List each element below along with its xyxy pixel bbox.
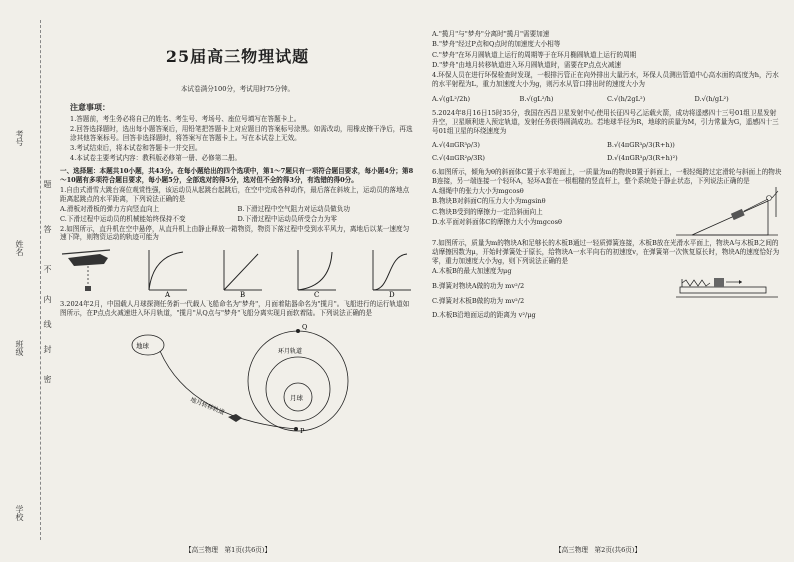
q4-option: B.√(gL²/h) [519, 94, 554, 103]
orbit-diagram [120, 319, 380, 437]
seal-char: 线 [43, 320, 52, 328]
seal-char: 封 [43, 345, 52, 353]
name-label: 姓名 [15, 240, 24, 256]
transfer-trajectory [160, 351, 296, 429]
q4-options-row [432, 95, 782, 104]
earth-label: 地球 [136, 342, 149, 351]
q6-option: B.物块B对斜面C的压力大小为mgsinθ [432, 197, 546, 206]
seal-char: 题 [43, 180, 52, 188]
point-q [296, 329, 300, 333]
q7-option: B.弹簧对物块A做的功为 mv²/2 [432, 281, 525, 290]
q7-block [432, 267, 782, 322]
exam-no-label: 考号 [15, 130, 24, 146]
option-label: C [314, 291, 320, 299]
q2-figures [60, 246, 415, 298]
q4-option: A.√(gL²/2h) [432, 94, 471, 103]
incline-diagram [672, 187, 782, 239]
notes-heading: 注意事项： [70, 102, 110, 113]
q3-option: D."梦舟"由地月转移轨道进入环月圆轨道时，需要在P点点火减速 [432, 60, 622, 69]
q6-options [432, 187, 672, 239]
q5-option: A.√(4πGR³ρ/3) [432, 140, 480, 149]
q1-option: B.下滑过程中空气阻力对运动员做负功 [237, 205, 350, 214]
option-label: B [239, 291, 245, 299]
question-4: 4.环保人员在进行环保检查时发现，一根排污管正在向外排出大量污水，环保人员测出管道中心高水面的高度为h，污水的水平射程为L，重力加速度大小为g，则污水从管口排出时的速度大小为 [432, 71, 779, 88]
q7-option: C.弹簧对木板B做的功为 mv²/2 [432, 296, 525, 305]
q5-option: D.√(4πGR³ρ/3(R+h)²) [607, 154, 678, 163]
trajectory-option-d [367, 246, 415, 298]
q5-options-row [432, 154, 782, 163]
q5-options-row [432, 141, 782, 150]
q1-option: A.滑板对滑板的弹力方向竖直向上 [60, 205, 160, 214]
seal-char: 答 [43, 225, 52, 233]
point-p [294, 427, 298, 431]
seal-char: 不 [43, 265, 52, 273]
left-column [60, 10, 415, 440]
q7-option: A.木板B的最大加速度为μg [432, 267, 512, 276]
option-label: A [164, 291, 170, 299]
question-7: 7.如图所示，质量为m的物块A和足够长的木板B通过一轻质弹簧连接，木板B放在光滑水平面上，物块A与木板B之间的动摩擦因数为μ，开始时弹簧处于原长，给物块A一水平向右的初速度v，在弹簧第一次恢复原长时，物块A的速度恰好为零，重力加速度大小为g，则下列说法正确的是 [432, 239, 780, 265]
q6-option: C.物块B受到的摩擦力一定沿斜面向上 [432, 207, 543, 216]
page-footer-right: 【高三物理 第2页(共6页)】 [555, 546, 642, 554]
spacecraft-icon [228, 414, 242, 422]
binding-margin [0, 0, 58, 562]
question-6: 6.如图所示，倾角为θ的斜面体C置于水平地面上，一质量为m的物块B置于斜面上，一根轻绳跨过定滑轮与斜面上的物块B连接，另一端连接一个轻环A，轻环A套在一根粗糙的竖直杆上，整个系统处于静止状态，下列说法正确的是 [432, 168, 782, 185]
elliptic-orbit [248, 331, 348, 431]
question-1: 1.自由式滑雪大跳台赛位观赏性强，该运动员从起跳台起跳后，在空中完成各种动作，最后落在斜坡上，运动员的落地点距离起跳点的水平距离，下列说法正确的是 [60, 186, 410, 203]
seal-line [40, 20, 41, 540]
q3-option: B."梦舟"经过P点和Q点时的加速度大小相等 [432, 40, 561, 49]
q4-option: C.√(h/2gL²) [607, 94, 646, 103]
trajectory-option-b [218, 246, 266, 298]
question-5: 5.2024年8月16日15时35分，我国在西昌卫星发射中心使用长征四号乙运载火箭，成功将遥感四十三号01组卫星发射升空，卫星顺利进入预定轨道，发射任务获得圆满成功。若地球半径为R，地球的质量为M，引力常量为G，遥感四十三号01组卫星的环绕速度为 [432, 109, 779, 135]
q4-option: D.√(h/gL²) [694, 94, 729, 103]
q6-option: A.细绳中的张力大小为mgcosθ [432, 187, 524, 196]
q6-option: D.水平面对斜面体C的摩擦力大小为mgcosθ [432, 218, 562, 227]
note-item: 3.考试结束后，将本试卷和答题卡一并交回。 [70, 143, 202, 152]
trajectory-option-c [292, 246, 340, 298]
p-label: P [300, 427, 305, 436]
class-label: 班级 [15, 340, 24, 356]
note-item: 4.本试卷主要考试内容：教科版必修第一册、必修第二册。 [70, 154, 242, 163]
q3-option: C."梦舟"在环月圆轨道上运行的周期等于在环月椭圆轨道上运行的周期 [432, 50, 637, 59]
option-label: D [389, 291, 395, 299]
question-3: 3.2024年2月，中国载人月球探测任务新一代载人飞船命名为"梦舟"，月面着陆器命名为"揽月"。飞船进行的运行轨道如图所示，在P点点火减速进入环月轨道，"揽月"从Q点与"梦舟"飞船分离实现月面软着陆。下列说法正确的是 [60, 300, 410, 317]
q7-options [432, 267, 672, 322]
q6-block [432, 187, 782, 239]
q1-options-row [60, 215, 415, 224]
seal-char: 密 [43, 375, 52, 383]
q1-options-row [60, 205, 415, 214]
page-footer-left: 【高三物理 第1页(共6页)】 [185, 546, 272, 554]
school-label: 学校 [15, 505, 24, 521]
q1-option: C.下滑过程中运动员的机械能始终保持不变 [60, 214, 186, 223]
spring-board-diagram [672, 267, 782, 301]
note-item: 1.答题前，考生务必将自己的姓名、考生号、考场号、座位号填写在答题卡上。 [70, 114, 301, 123]
section-heading: 一、选择题：本题共10小题，共43分。在每小题给出的四个选项中，第1～7题只有一项符合题目要求，每小题4分；第8～10题有多项符合题目要求，每小题5分，全部选对的得5分，选对但不全的得3分，有选错的得0分。 [60, 166, 414, 184]
note-item: 2.回答选择题时，选出每小题答案后，用铅笔把答题卡上对应题目的答案标号涂黑。如需改动，用橡皮擦干净后，再选涂其他答案标号。回答非选择题时，将答案写在答题卡上。写在本试卷上无效。 [70, 124, 413, 142]
q1-option: D.下滑过程中运动员所受合力为零 [237, 214, 337, 223]
exam-subtitle: 本试卷满分100分，考试用时75分钟。 [180, 85, 295, 94]
right-column [432, 10, 782, 322]
moon-label: 月球 [290, 394, 303, 403]
q5-option: B.√(4πGR³ρ/3(R+h)) [607, 140, 675, 149]
trajectory-option-a [143, 246, 191, 298]
lunar-orbit-label: 环月轨道 [278, 348, 303, 356]
transfer-label: 地月转移轨道 [189, 396, 226, 417]
helicopter-figure [60, 246, 116, 298]
q-label: Q [302, 323, 308, 332]
exam-title: 25届高三物理试题 [165, 47, 310, 66]
q5-option: C.√(4πGR²ρ/3R) [432, 154, 485, 163]
seal-char: 内 [43, 295, 52, 303]
question-2: 2.如图所示，直升机在空中悬停，从直升机上由静止释放一箱物资，物资下落过程中受到水平风力，离地后以某一速度匀速下降，则物资运动的轨迹可能为 [60, 224, 410, 242]
q3-option: A."揽月"与"梦舟"分离时"揽月"需要加速 [432, 30, 550, 38]
q7-option: D.木板B沿地面运动的距离为 v²/μg [432, 311, 536, 320]
